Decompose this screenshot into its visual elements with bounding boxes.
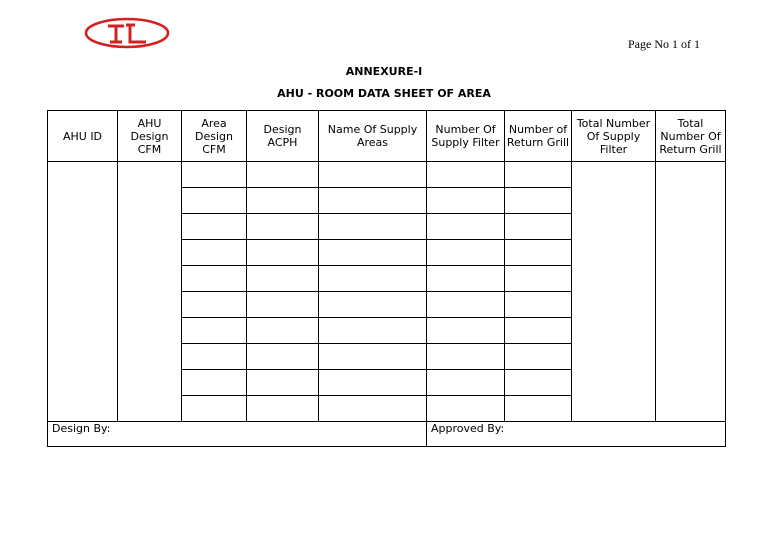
area-design-cfm-cell[interactable] (182, 344, 247, 370)
supply-filter-cell[interactable] (427, 344, 505, 370)
return-grill-cell[interactable] (505, 162, 572, 188)
supply-area-name-cell[interactable] (319, 370, 427, 396)
design-acph-cell[interactable] (247, 214, 319, 240)
header-total-return-grill: Total Number Of Return Grill (656, 111, 726, 162)
sheet-title: AHU - ROOM DATA SHEET OF AREA (277, 87, 491, 100)
design-acph-cell[interactable] (247, 370, 319, 396)
design-acph-cell[interactable] (247, 396, 319, 422)
table-row (48, 162, 726, 188)
signature-row (48, 422, 726, 447)
supply-filter-cell[interactable] (427, 370, 505, 396)
supply-area-name-cell[interactable] (319, 188, 427, 214)
design-by-field[interactable]: Design By: (48, 422, 427, 447)
area-design-cfm-cell[interactable] (182, 292, 247, 318)
supply-area-name-cell[interactable] (319, 162, 427, 188)
room-data-table (47, 110, 726, 447)
design-acph-cell[interactable] (247, 292, 319, 318)
company-logo (84, 17, 170, 49)
supply-filter-cell[interactable] (427, 162, 505, 188)
return-grill-cell[interactable] (505, 396, 572, 422)
total-supply-filter-cell[interactable] (572, 162, 656, 422)
design-acph-cell[interactable] (247, 162, 319, 188)
return-grill-cell[interactable] (505, 266, 572, 292)
supply-area-name-cell[interactable] (319, 396, 427, 422)
supply-area-name-cell[interactable] (319, 266, 427, 292)
design-acph-cell[interactable] (247, 188, 319, 214)
table-header-row (48, 111, 726, 162)
supply-area-name-cell[interactable] (319, 240, 427, 266)
area-design-cfm-cell[interactable] (182, 162, 247, 188)
header-supply-filter: Number Of Supply Filter (427, 111, 505, 162)
supply-filter-cell[interactable] (427, 266, 505, 292)
return-grill-cell[interactable] (505, 188, 572, 214)
ahu-id-cell[interactable] (48, 162, 118, 422)
supply-filter-cell[interactable] (427, 318, 505, 344)
header-ahu-design-cfm: AHU Design CFM (118, 111, 182, 162)
design-acph-cell[interactable] (247, 266, 319, 292)
supply-area-name-cell[interactable] (319, 318, 427, 344)
design-acph-cell[interactable] (247, 240, 319, 266)
page-number: Page No 1 of 1 (628, 37, 700, 51)
area-design-cfm-cell[interactable] (182, 214, 247, 240)
area-design-cfm-cell[interactable] (182, 318, 247, 344)
design-acph-cell[interactable] (247, 344, 319, 370)
supply-filter-cell[interactable] (427, 188, 505, 214)
area-design-cfm-cell[interactable] (182, 188, 247, 214)
total-return-grill-cell[interactable] (656, 162, 726, 422)
return-grill-cell[interactable] (505, 344, 572, 370)
area-design-cfm-cell[interactable] (182, 266, 247, 292)
supply-filter-cell[interactable] (427, 396, 505, 422)
approved-by-field[interactable]: Approved By: (427, 422, 726, 447)
area-design-cfm-cell[interactable] (182, 396, 247, 422)
supply-area-name-cell[interactable] (319, 214, 427, 240)
return-grill-cell[interactable] (505, 370, 572, 396)
header-total-supply-filter: Total Number Of Supply Filter (572, 111, 656, 162)
annexure-label: ANNEXURE-I (345, 65, 423, 78)
return-grill-cell[interactable] (505, 240, 572, 266)
area-design-cfm-cell[interactable] (182, 370, 247, 396)
return-grill-cell[interactable] (505, 292, 572, 318)
header-supply-areas: Name Of Supply Areas (319, 111, 427, 162)
ahu-design-cfm-cell[interactable] (118, 162, 182, 422)
header-design-acph: Design ACPH (247, 111, 319, 162)
header-area-design-cfm: Area Design CFM (182, 111, 247, 162)
design-acph-cell[interactable] (247, 318, 319, 344)
return-grill-cell[interactable] (505, 214, 572, 240)
supply-filter-cell[interactable] (427, 292, 505, 318)
area-design-cfm-cell[interactable] (182, 240, 247, 266)
supply-filter-cell[interactable] (427, 240, 505, 266)
supply-filter-cell[interactable] (427, 214, 505, 240)
supply-area-name-cell[interactable] (319, 292, 427, 318)
return-grill-cell[interactable] (505, 318, 572, 344)
header-ahu-id: AHU ID (48, 111, 118, 162)
header-return-grill: Number of Return Grill (505, 111, 572, 162)
supply-area-name-cell[interactable] (319, 344, 427, 370)
